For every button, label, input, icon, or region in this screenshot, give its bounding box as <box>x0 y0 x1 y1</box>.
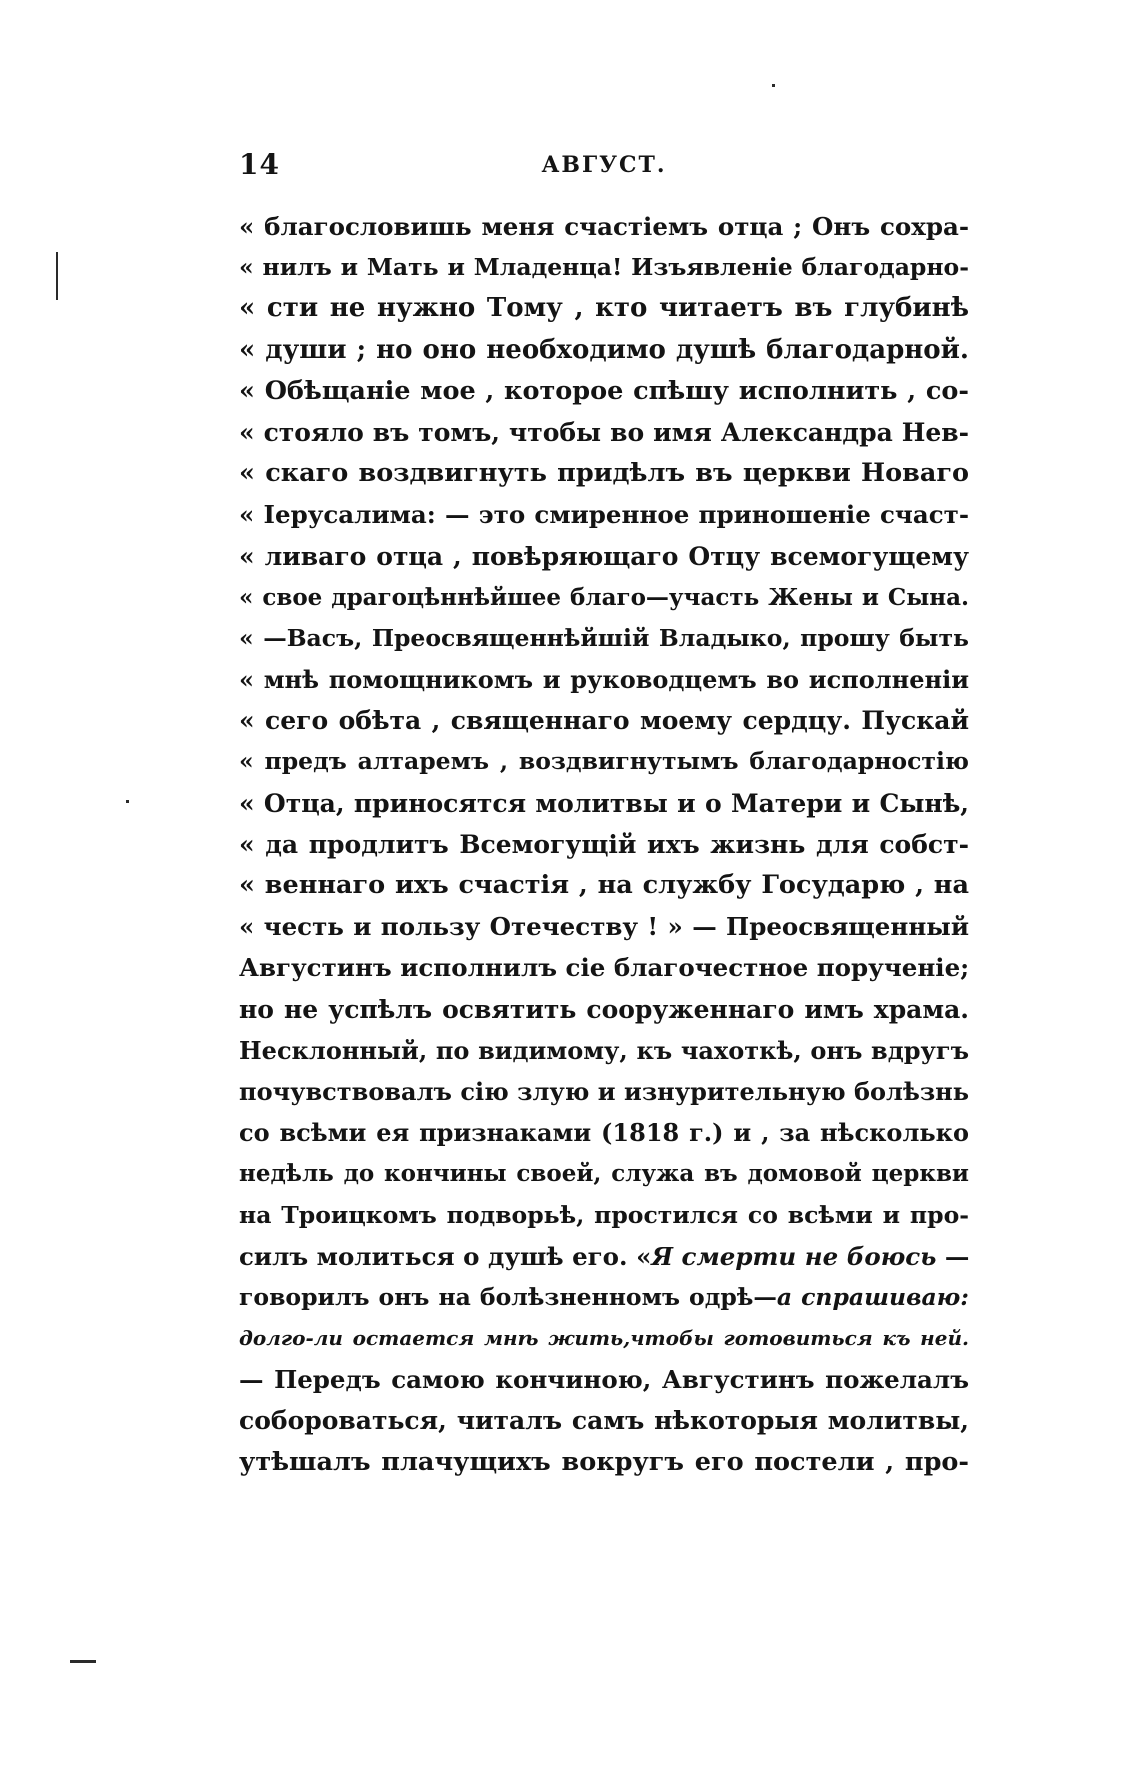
text-line: со всѣми ея признаками (1818 г.) и , за нѣсколько <box>239 1118 969 1148</box>
text-line: « Обѣщанiе мое , которое спѣшу исполнить , со- <box>239 375 969 406</box>
text-line: на Троицкомъ подворьѣ, простился со всѣми и про- <box>239 1200 969 1229</box>
italic-quote: долго-ли остается мнѣ жить,чтобы готовиться къ ней. <box>239 1326 969 1351</box>
text-line: « —Васъ, Преосвященнѣйшiй Владыко, прошу быть <box>239 623 969 652</box>
text-line: Августинъ исполнилъ сiе благочестное порученiе; <box>239 953 970 983</box>
body-text <box>239 206 969 1483</box>
text-line: « ливаго отца , повѣряющаго Отцу всемогущему <box>239 541 969 571</box>
text-line: « мнѣ помощникомъ и руководцемъ во исполненiи <box>239 665 969 695</box>
scan-speck <box>126 800 129 803</box>
scan-margin-mark <box>56 252 58 300</box>
text-line: « стояло въ томъ, чтобы во имя Александра Нев- <box>239 417 969 447</box>
italic-quote: Я смерти не боюсь <box>651 1241 937 1271</box>
text-line: « Отца, приносятся молитвы и о Матери и Сынѣ, <box>239 788 969 818</box>
text-line: но не успѣлъ освятить сооруженнаго имъ храма. <box>239 994 969 1024</box>
text-line: недѣль до кончины своей, служа въ домовой церкви <box>239 1160 969 1188</box>
text-line: « благословишь меня счастiемъ отца ; Онъ сохра- <box>239 212 969 241</box>
scan-speck <box>772 84 775 87</box>
text-line: « веннаго ихъ счастiя , на службу Государю , на <box>239 870 969 900</box>
text-line: « предъ алтаремъ , воздвигнутымъ благодарностiю <box>239 747 969 776</box>
text-line: « души ; но оно необходимо душѣ благодарной. <box>239 334 969 365</box>
italic-quote: а спрашиваю: <box>776 1282 969 1311</box>
page-header <box>239 148 969 188</box>
text-line <box>239 1318 969 1359</box>
text-line: силъ молиться о душѣ его. «Я смерти не боюсь — <box>239 1241 970 1271</box>
text-line: « сти не нужно Тому , кто читаетъ въ глубинѣ <box>239 293 969 324</box>
text-line: « скаго воздвигнуть придѣлъ въ церкви Новаго <box>239 458 969 489</box>
running-title: АВГУСТ. <box>541 152 667 178</box>
text-line: « нилъ и Мать и Младенца! Изъявленiе благодарно- <box>239 253 969 282</box>
text-line: говорилъ онъ на болѣзненномъ одрѣ—а спрашиваю: <box>239 1282 969 1311</box>
text-line: « да продлитъ Всемогущiй ихъ жизнь для собст- <box>239 829 969 859</box>
page-number: 14 <box>239 148 280 181</box>
text-line: « сего обѣта , священнаго моему сердцу. Пускай <box>239 706 969 736</box>
text-line: « Iерусалима: — это смиренное приношенiе счаст- <box>239 500 969 530</box>
text-line: почувствовалъ сiю злую и изнурительную болѣзнь <box>239 1076 969 1106</box>
text-line: « честь и пользу Отечеству ! » — Преосвященный <box>239 912 969 942</box>
text-line: собороваться, читалъ самъ нѣкоторыя молитвы, <box>239 1406 969 1436</box>
text-line: Несклонный, по видимому, къ чахоткѣ, онъ вдругъ <box>239 1035 969 1065</box>
text-line: « свое драгоцѣннѣйшее благо—участь Жены и Сына. <box>239 583 969 611</box>
text-line: — Передъ самою кончиною, Августинъ пожелалъ <box>239 1365 969 1395</box>
scan-margin-dash <box>70 1660 96 1663</box>
text-line: утѣшалъ плачущихъ вокругъ его постели , про- <box>239 1446 969 1477</box>
